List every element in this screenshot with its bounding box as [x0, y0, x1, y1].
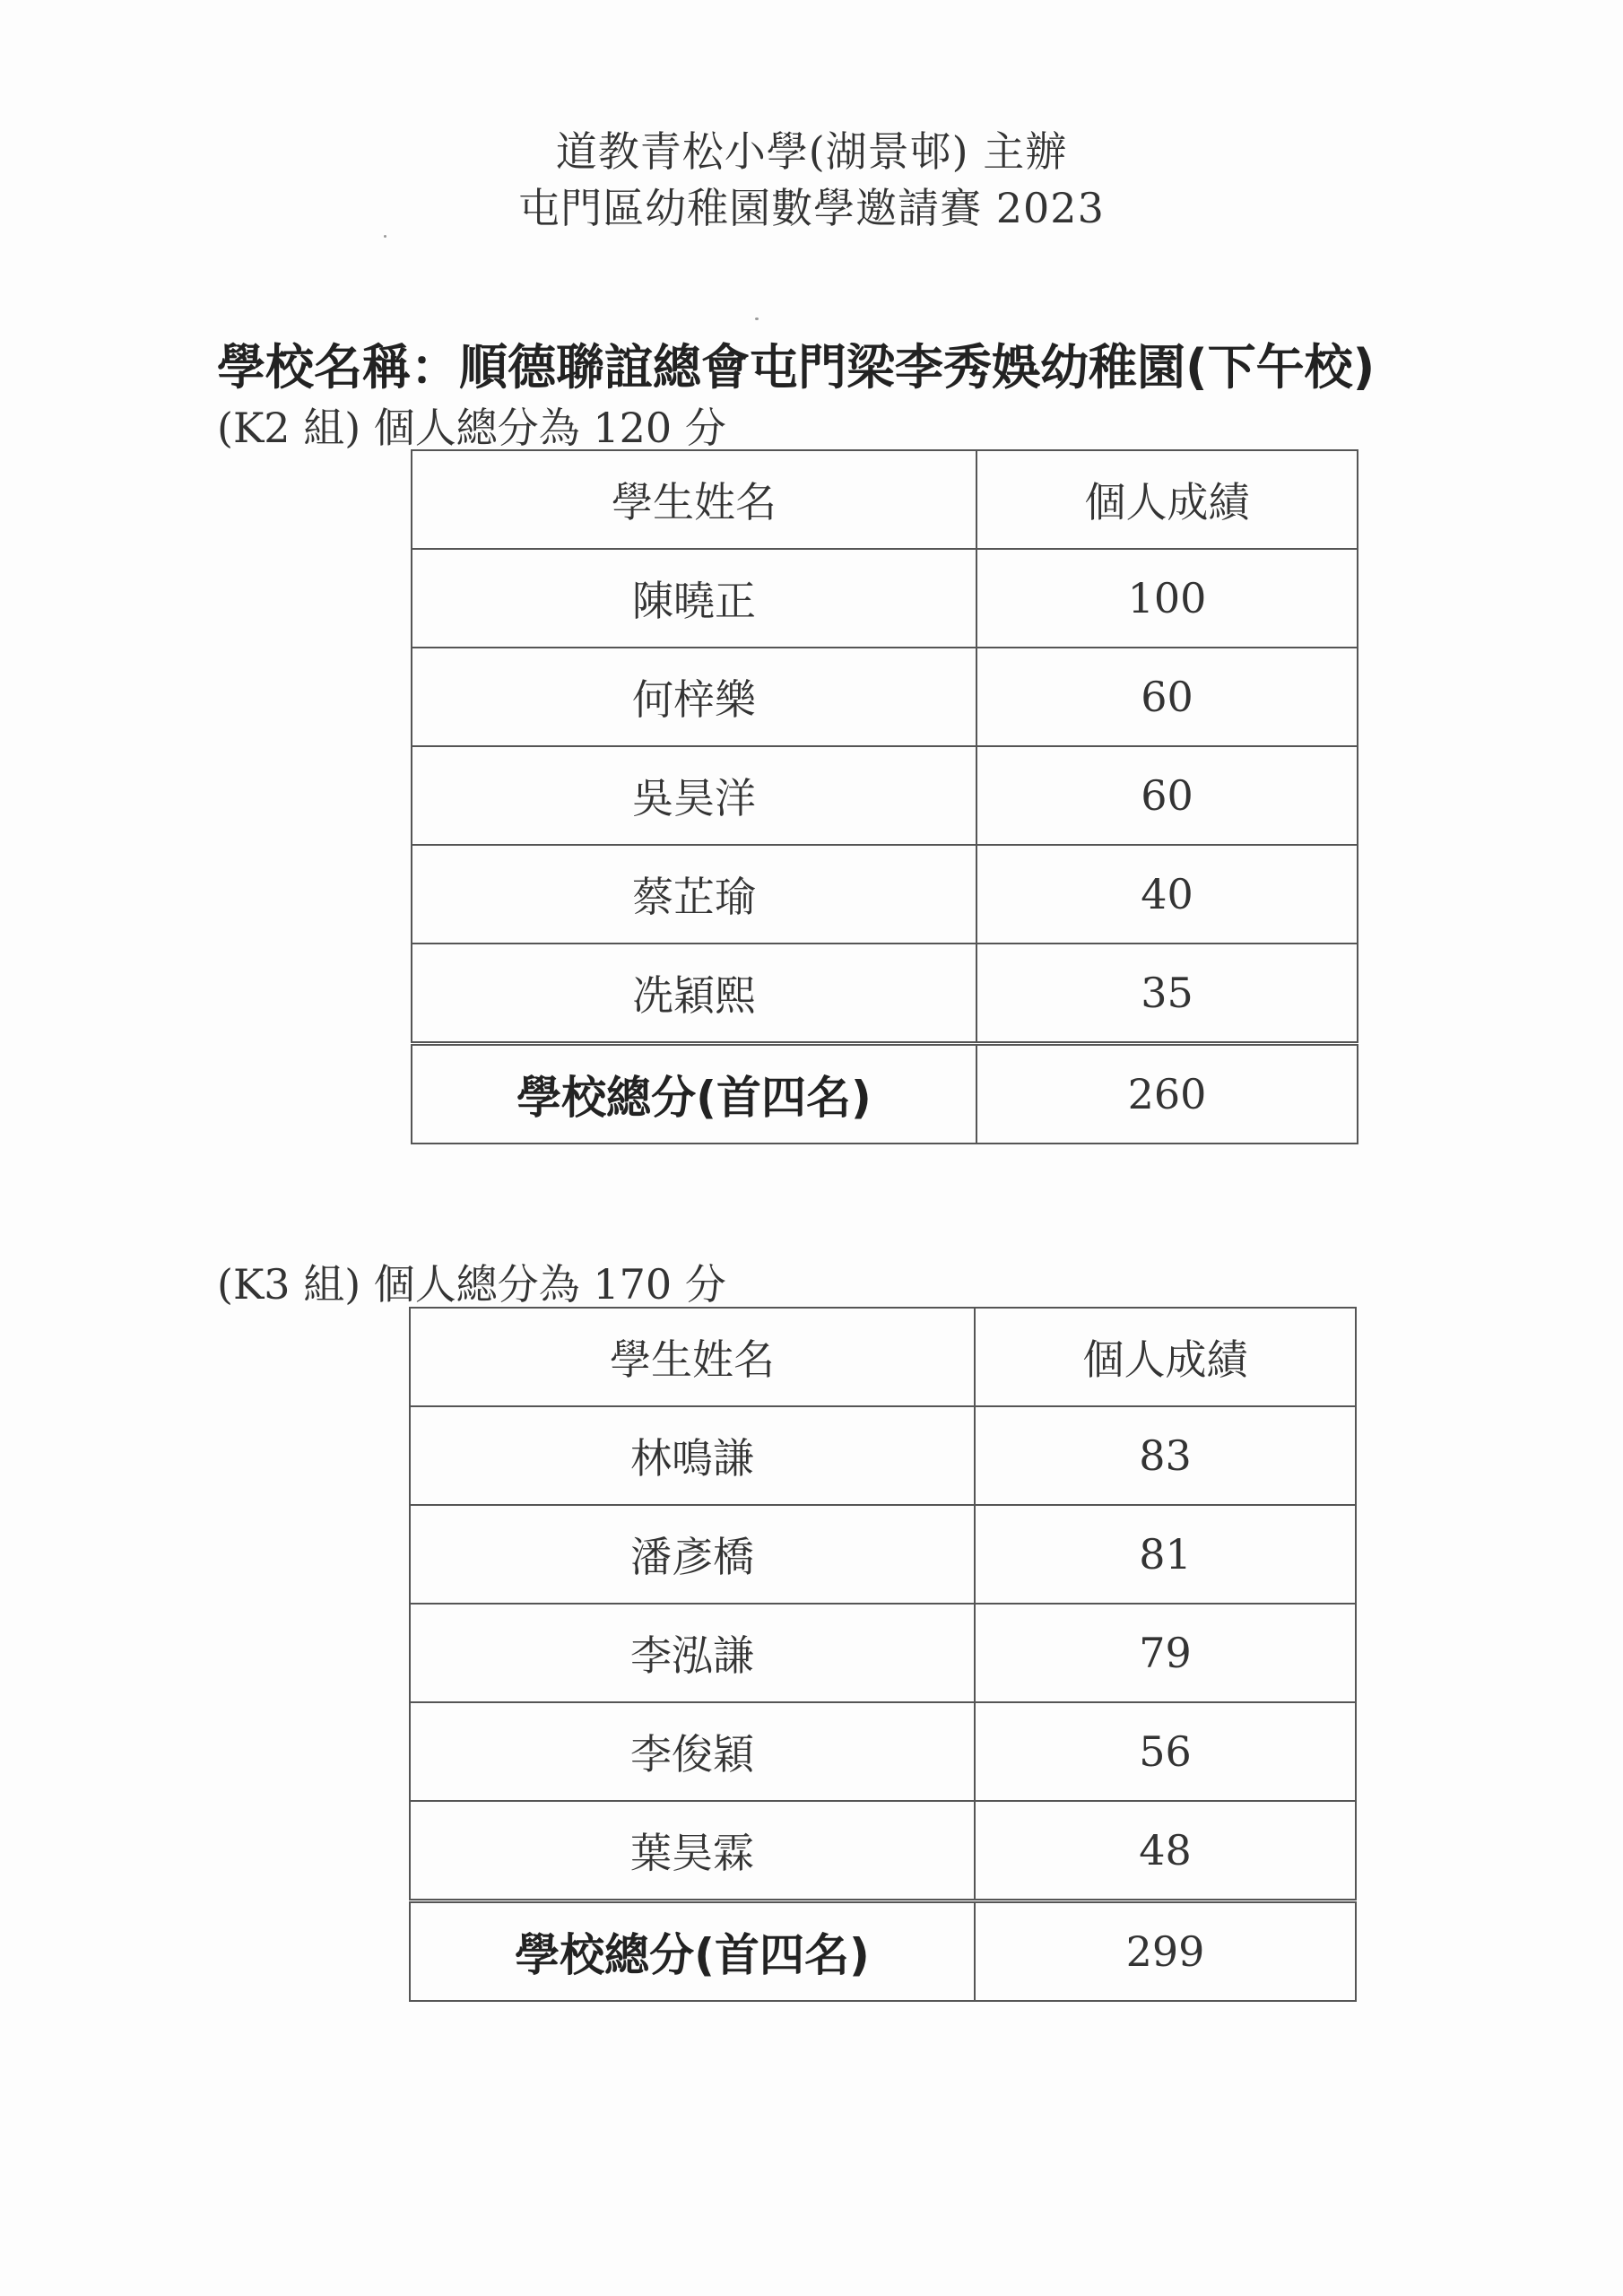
- school-total-row: [410, 1901, 1356, 2002]
- student-name-header: 學生姓名: [412, 450, 976, 549]
- table-row: [412, 648, 1358, 746]
- student-name-cell: 潘彥橋: [410, 1505, 975, 1604]
- table-row: [412, 845, 1358, 944]
- competition-title: 屯門區幼稚園數學邀請賽 2023: [518, 184, 1105, 232]
- score-cell: 60: [976, 746, 1358, 845]
- table-row: [410, 1406, 1356, 1505]
- school-name: 學校名稱：順德聯誼總會屯門梁李秀娛幼稚園(下午校): [217, 339, 1376, 396]
- score-cell: 81: [975, 1505, 1356, 1604]
- score-cell: 56: [975, 1702, 1356, 1801]
- score-cell: 35: [976, 944, 1358, 1044]
- score-cell: 48: [975, 1801, 1356, 1901]
- score-cell: 60: [976, 648, 1358, 746]
- table-row: [412, 944, 1358, 1044]
- student-name-cell: 李泓謙: [410, 1604, 975, 1702]
- table-row: [410, 1801, 1356, 1901]
- score-cell: 40: [976, 845, 1358, 944]
- table-row: [412, 746, 1358, 845]
- student-name-cell: 蔡芷瑜: [412, 845, 976, 944]
- student-name-cell: 吳昊洋: [412, 746, 976, 845]
- school-total-row: [412, 1044, 1358, 1144]
- table-row: [410, 1604, 1356, 1702]
- student-name-cell: 葉昊霖: [410, 1801, 975, 1901]
- score-cell: 100: [976, 549, 1358, 648]
- organizer-line: 道教青松小學(湖景邨) 主辦: [555, 127, 1068, 176]
- scan-speck: [755, 317, 759, 320]
- score-cell: 79: [975, 1604, 1356, 1702]
- score-header: 個人成績: [976, 450, 1358, 549]
- k3-group-heading: (K3 組) 個人總分為 170 分: [217, 1260, 726, 1309]
- table-header-row: [412, 450, 1358, 549]
- student-name-header: 學生姓名: [410, 1308, 975, 1406]
- table-row: [410, 1505, 1356, 1604]
- k2-group-heading: (K2 組) 個人總分為 120 分: [217, 404, 726, 452]
- school-total-score: 260: [976, 1044, 1358, 1144]
- student-name-cell: 何梓樂: [412, 648, 976, 746]
- student-name-cell: 陳曉正: [412, 549, 976, 648]
- table-row: [412, 549, 1358, 648]
- student-name-cell: 李俊穎: [410, 1702, 975, 1801]
- student-name-cell: 林鳴謙: [410, 1406, 975, 1505]
- table-header-row: [410, 1308, 1356, 1406]
- school-total-label: 學校總分(首四名): [412, 1044, 976, 1144]
- school-total-label: 學校總分(首四名): [410, 1901, 975, 2002]
- student-name-cell: 冼穎熙: [412, 944, 976, 1044]
- score-cell: 83: [975, 1406, 1356, 1505]
- k3-score-table: [409, 1307, 1357, 2002]
- table-row: [410, 1702, 1356, 1801]
- score-header: 個人成績: [975, 1308, 1356, 1406]
- k2-score-table: [411, 449, 1358, 1144]
- scan-speck: [384, 235, 386, 238]
- school-total-score: 299: [975, 1901, 1356, 2002]
